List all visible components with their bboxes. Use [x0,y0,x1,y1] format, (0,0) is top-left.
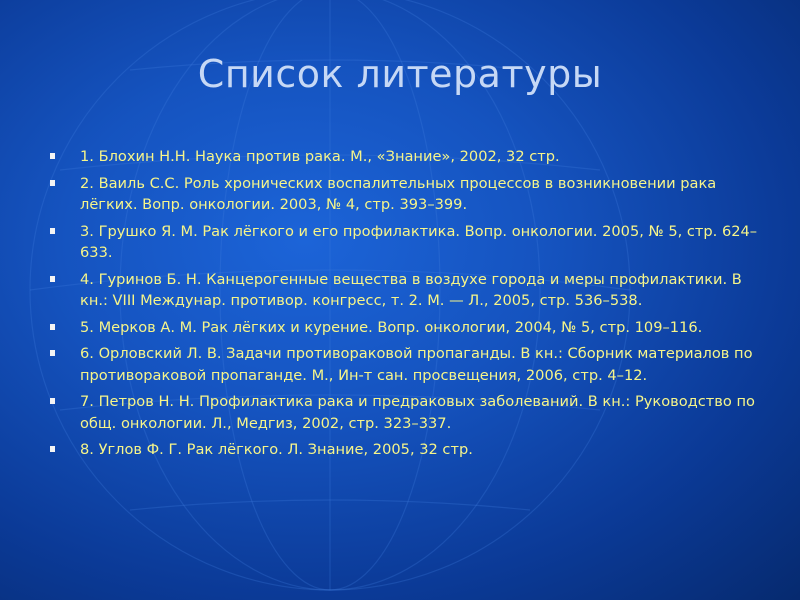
reference-item-7 [50,391,760,434]
bullet-icon [50,324,55,330]
reference-text: 1. Блохин Н.Н. Наука против рака. М., «Знание», 2002, 32 стр. [80,148,560,165]
reference-item-2 [50,173,760,216]
bullet-icon [50,228,55,234]
reference-item-6 [50,343,760,386]
bullet-icon [50,350,55,356]
reference-text: 2. Ваиль С.С. Роль хронических воспалительных процессов в возникновении рака лёгких. Вопр. онкологии. 2003, № 4, стр. 393–399. [80,174,717,213]
reference-text: 3. Грушко Я. М. Рак лёгкого и его профилактика. Вопр. онкологии. 2005, № 5, стр. 624–633. [80,222,758,261]
reference-item-1 [50,146,760,168]
reference-text: 5. Мерков А. М. Рак лёгких и курение. Вопр. онкологии, 2004, № 5, стр. 109–116. [80,318,703,336]
reference-item-8 [50,439,760,461]
reference-text: 7. Петров Н. Н. Профилактика рака и предраковых заболеваний. В кн.: Руководство по общ. онкологии. Л., Медгиз, 2002, стр. 323–337. [80,393,755,432]
bullet-icon [50,276,55,282]
bullet-icon [50,446,55,452]
bullet-icon [50,180,55,186]
reference-list [50,146,760,466]
reference-text: 4. Гуринов Б. Н. Канцерогенные вещества в воздухе города и меры профилактики. В кн.: VIII Междунар. противор. конгресс, т. 2. М. — Л., 2005, стр. 536–538. [80,270,742,309]
reference-text: 8. Углов Ф. Г. Рак лёгкого. Л. Знание, 2005, 32 стр. [80,441,473,458]
reference-item-4 [50,269,760,312]
slide-title: Список литературы [197,52,603,96]
bullet-icon [50,153,55,159]
bullet-icon [50,398,55,404]
reference-item-5 [50,317,760,339]
reference-text: 6. Орловский Л. В. Задачи противораковой пропаганды. В кн.: Сборник материалов по противораковой пропаганде. М., Ин-т сан. просвещения, 2006, стр. 4–12. [80,345,753,384]
reference-item-3 [50,221,760,264]
